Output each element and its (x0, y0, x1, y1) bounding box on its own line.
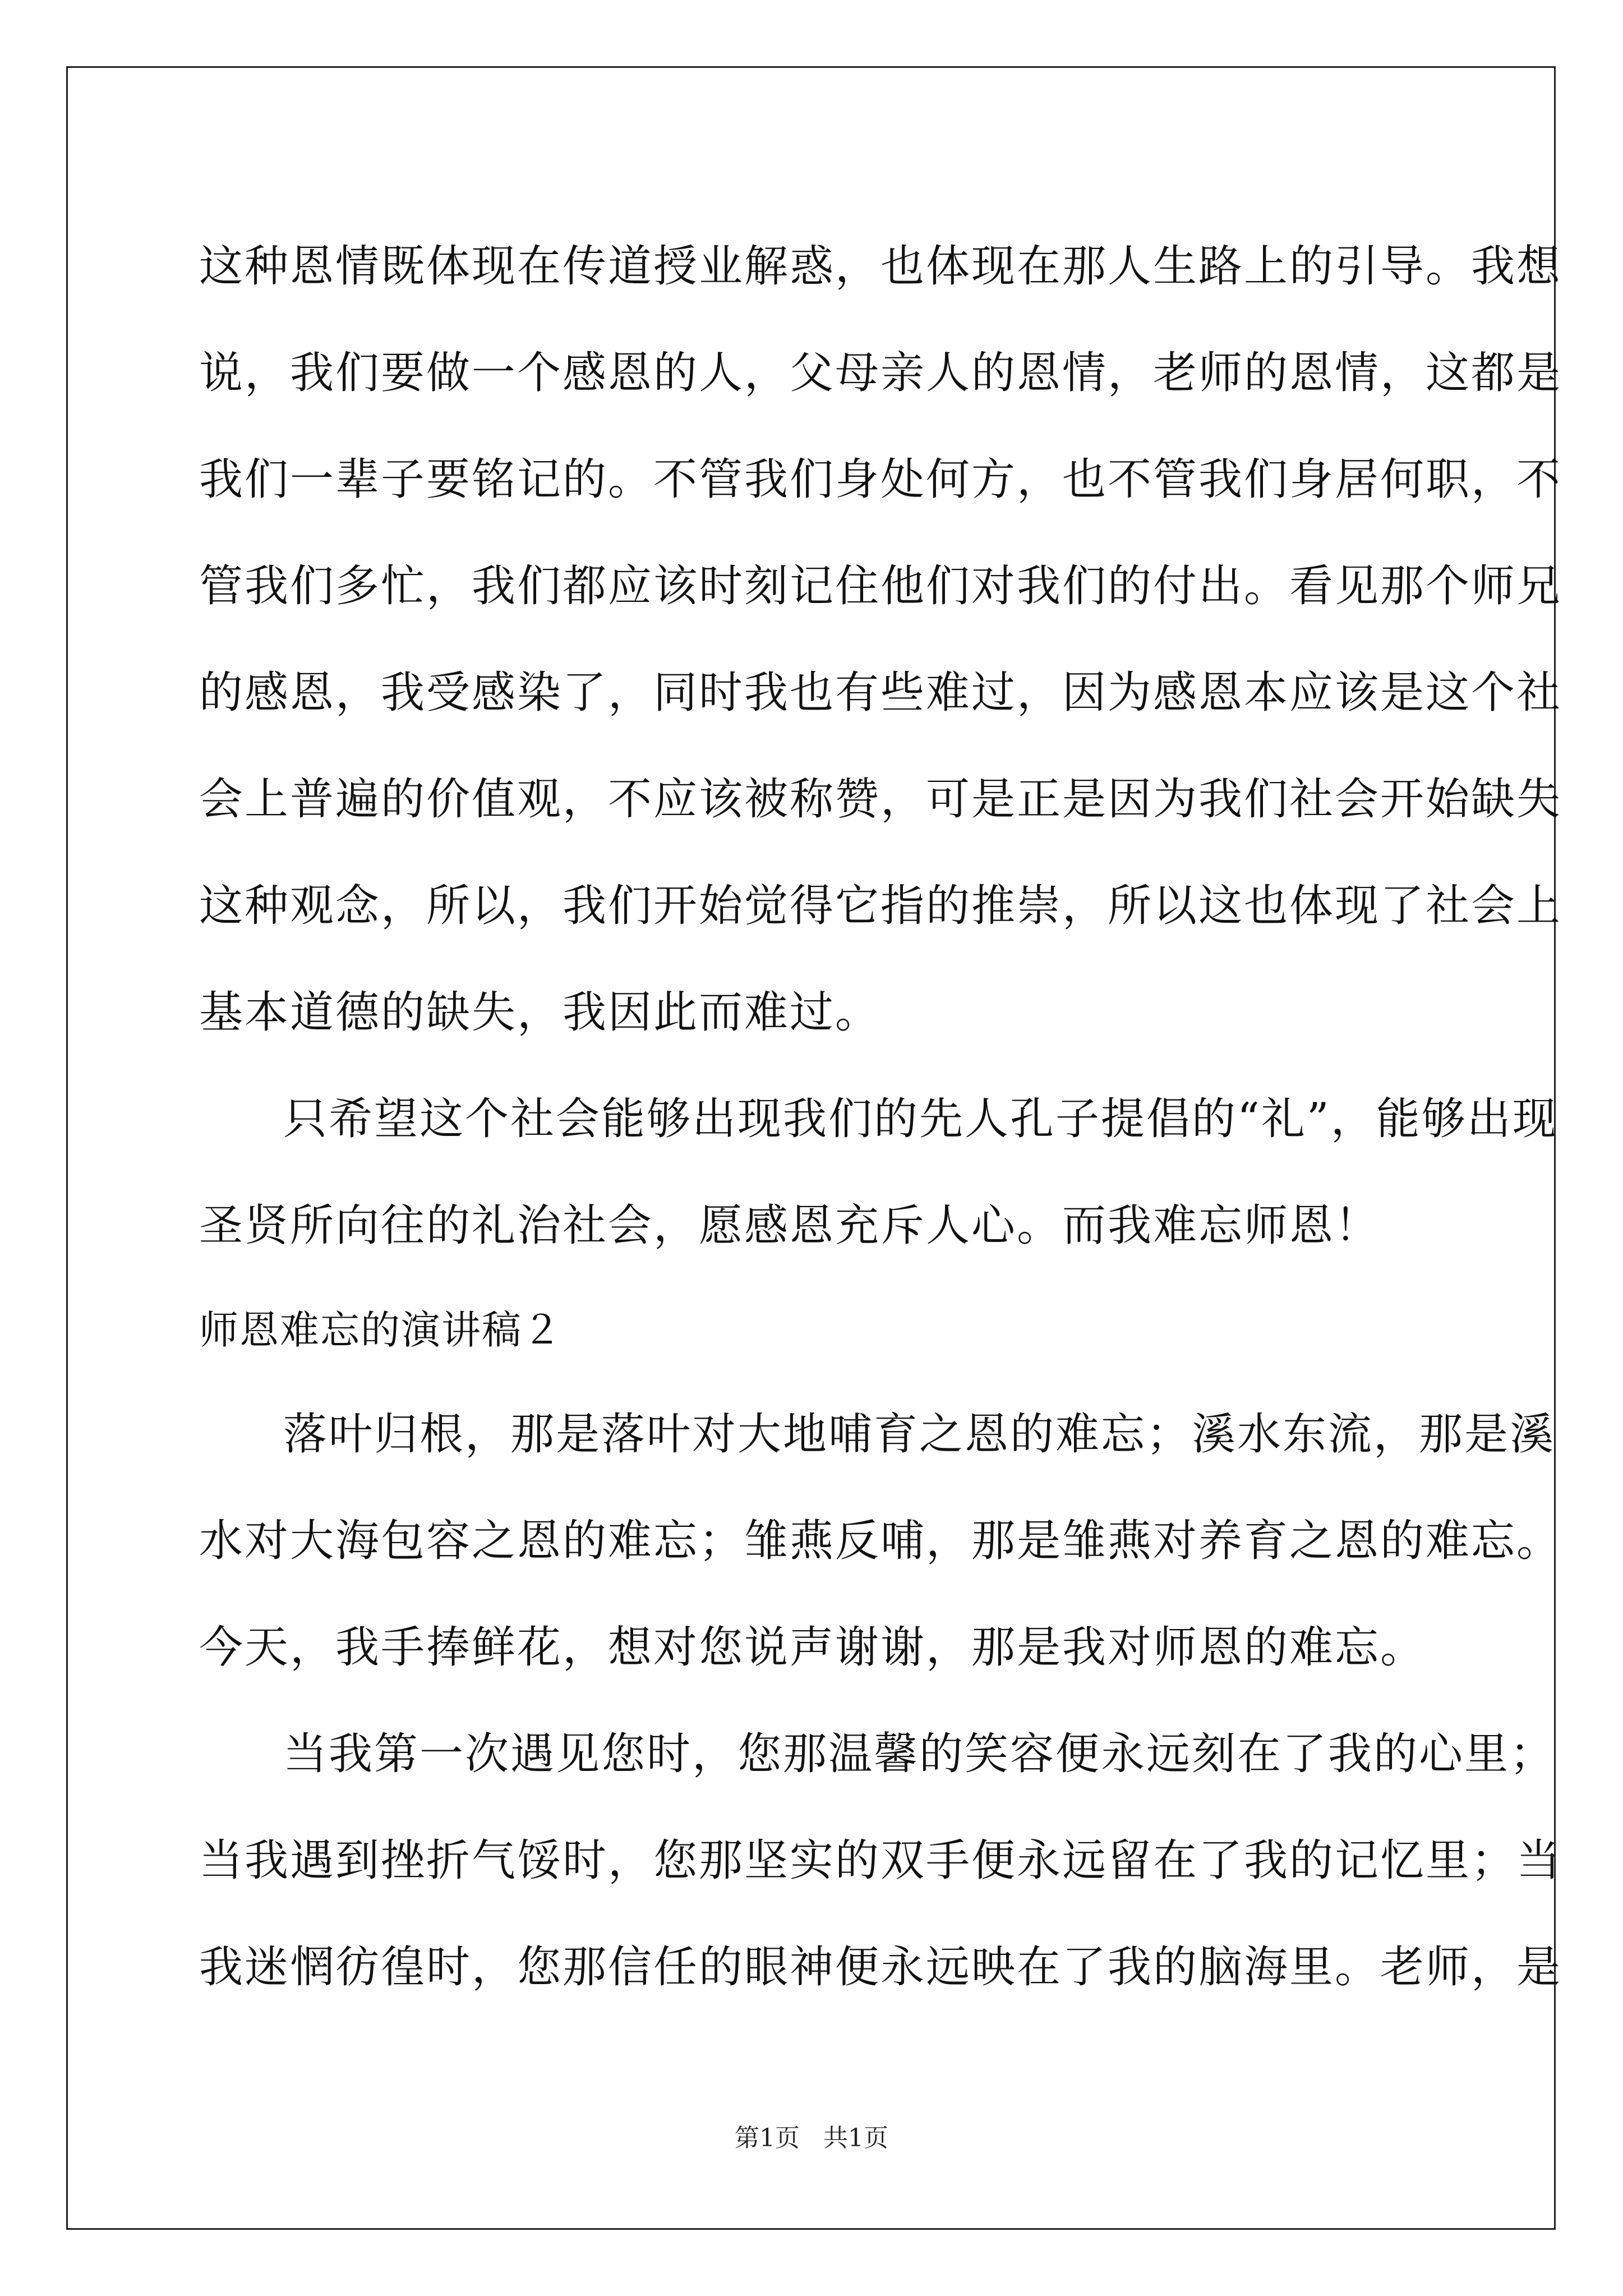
text-line: 说，我们要做一个感恩的人，父母亲人的恩情，老师的恩情，这都是 (199, 348, 1562, 398)
text-line: 只希望这个社会能够出现我们的先人孔子提倡的“礼”，能够出现 (283, 1094, 1558, 1144)
text-line: 当我第一次遇见您时，您那温馨的笑容便永远刻在了我的心里； (283, 1729, 1556, 1779)
text-line: 我迷惘彷徨时，您那信任的眼神便永远映在了我的脑海里。老师，是 (199, 1942, 1562, 1993)
section-title: 师恩难忘的演讲稿２ (199, 1307, 562, 1353)
page-total: 共1页 (823, 2124, 888, 2152)
page-footer (0, 2118, 1623, 2154)
text-line: 圣贤所向往的礼治社会，愿感恩充斥人心。而我难忘师恩！ (199, 1200, 1381, 1251)
page-number: 第1页 (735, 2124, 800, 2152)
paragraph-2 (199, 1066, 1558, 1279)
text-line: 基本道德的缺失，我因此而难过。 (199, 987, 881, 1038)
text-line: 水对大海包容之恩的难忘；雏燕反哺，那是雏燕对养育之恩的难忘。 (199, 1516, 1562, 1566)
text-line: 今天，我手捧鲜花，想对您说声谢谢，那是我对师恩的难忘。 (199, 1622, 1426, 1673)
text-line: 当我遇到挫折气馁时，您那坚实的双手便永远留在了我的记忆里；当 (199, 1835, 1562, 1886)
document-body (199, 213, 1562, 2021)
text-line: 的感恩，我受感染了，同时我也有些难过，因为感恩本应该是这个社 (199, 668, 1562, 718)
paragraph-4 (199, 1701, 1562, 2021)
text-line: 这种观念，所以，我们开始觉得它指的推崇，所以这也体现了社会上 (199, 881, 1562, 931)
paragraph-1 (199, 213, 1562, 1066)
text-line: 这种恩情既体现在传道授业解惑，也体现在那人生路上的引导。我想 (199, 241, 1562, 292)
text-line: 会上普遍的价值观，不应该被称赞，可是正是因为我们社会开始缺失 (199, 774, 1562, 825)
text-line: 落叶归根，那是落叶对大地哺育之恩的难忘；溪水东流，那是溪 (283, 1409, 1556, 1460)
text-line: 我们一辈子要铭记的。不管我们身处何方，也不管我们身居何职，不 (199, 454, 1562, 505)
text-line: 管我们多忙，我们都应该时刻记住他们对我们的付出。看见那个师兄 (199, 561, 1562, 611)
paragraph-3 (199, 1381, 1562, 1701)
